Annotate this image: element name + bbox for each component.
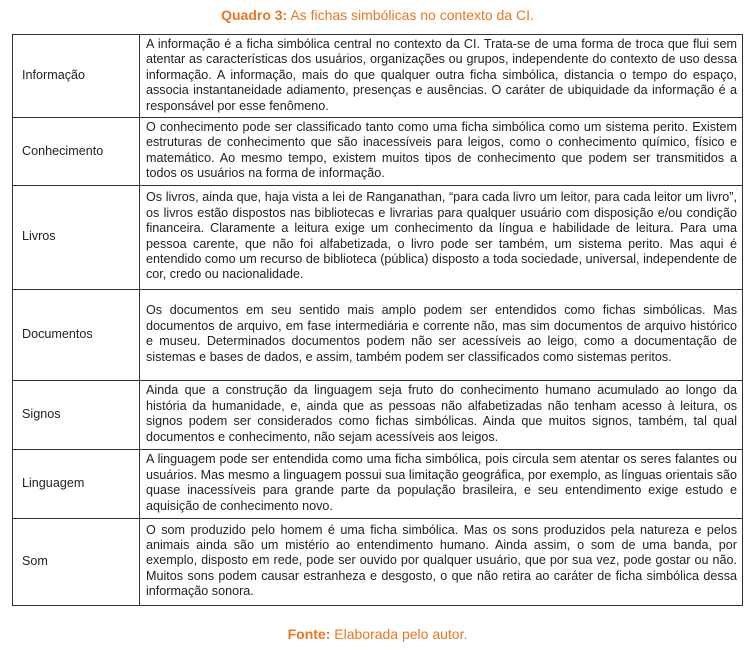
caption-label: Quadro 3:: [221, 7, 288, 23]
table-source: [0, 625, 755, 643]
table-row: [13, 380, 743, 449]
description-cell: O conhecimento pode ser classificado tanto como uma ficha simbólica como um sistema perito. Existem estruturas de conhecimento que são inacessíveis para leigos, como o conhecimento químico, físico e matemático. Ao mesmo tempo, existem muitos tipos de conhecimento que podem ser transmitidos a todos os usuários na forma de informação.: [140, 118, 743, 186]
term-cell: Som: [13, 518, 140, 605]
source-label: Fonte:: [287, 626, 331, 642]
table-row: [13, 185, 743, 289]
description-cell: A linguagem pode ser entendida como uma ficha simbólica, pois circula sem atentar os seres falantes ou usuários. Mas mesmo a linguagem possui sua limitação geográfica, por exemplo, as línguas orientais são quase inacessíveis para grande parte da população brasileira, e seu entendimento exige estudo e aquisição de conhecimento novo.: [140, 449, 743, 518]
caption-title: As fichas simbólicas no contexto da CI.: [290, 7, 534, 23]
term-cell: Livros: [13, 185, 140, 289]
term-cell: Signos: [13, 380, 140, 449]
description-cell: O som produzido pelo homem é uma ficha simbólica. Mas os sons produzidos pela natureza e pelos animais ainda são um mistério ao entendimento humano. Ainda assim, o som de uma banda, por exemplo, disposto em rede, pode ser ouvido por qualquer usuário, que por sua vez, pode gostar ou não. Muitos sons podem causar estranheza e desgosto, o que não retira ao caráter de ficha simbólica dessa informação sonora.: [140, 518, 743, 605]
term-cell: Informação: [13, 35, 140, 118]
description-cell: A informação é a ficha simbólica central no contexto da CI. Trata-se de uma forma de troca que flui sem atentar as características dos usuários, organizações ou grupos, independente do contexto de uso dessa informação. A informação, mais do que qualquer outra ficha simbólica, distancia o tempo do espaço, associa instantaneidade adiamento, presenças e ausências. O caráter de ubiquidade da informação é a responsável por esse fenômeno.: [140, 35, 743, 118]
source-text: Elaborada pelo autor.: [334, 626, 468, 642]
description-cell: Os documentos em seu sentido mais amplo podem ser entendidos como fichas simbólicas. Mas documentos de arquivo, em fase intermediária e corrente não, mas sim documentos de arquivo histórico e museu. Determinados documentos podem não ser acessíveis ao leigo, como a documentação de sistemas e bases de dados, e assim, também podem ser classificados como sistemas peritos.: [140, 289, 743, 380]
table-row: [13, 518, 743, 605]
table-row: [13, 118, 743, 186]
quadro-table: [12, 34, 743, 606]
table-caption: [0, 6, 755, 24]
table-row: [13, 35, 743, 118]
table-row: [13, 289, 743, 380]
description-cell: Os livros, ainda que, haja vista a lei de Ranganathan, “para cada livro um leitor, para cada leitor um livro”, os livros estão dispostos nas bibliotecas e livrarias para qualquer usuário com disposição e/ou condição financeira. Claramente a leitura exige um conhecimento da língua e habilidade de leitura. Para uma pessoa carente, que não foi alfabetizada, o livro pode ser também, um sistema perito. Mas aqui é entendido como um recurso de biblioteca (pública) disposto a toda sociedade, universal, independente de cor, credo ou nacionalidade.: [140, 185, 743, 289]
term-cell: Linguagem: [13, 449, 140, 518]
term-cell: Conhecimento: [13, 118, 140, 186]
description-cell: Ainda que a construção da linguagem seja fruto do conhecimento humano acumulado ao longo da história da humanidade, e, ainda que as pessoas não alfabetizadas não tenham acesso à leitura, os signos podem ser considerados como fichas simbólicas. Ainda que muitos signos, também, tal qual documentos e conhecimento, não sejam acessíveis aos leigos.: [140, 380, 743, 449]
table-row: [13, 449, 743, 518]
term-cell: Documentos: [13, 289, 140, 380]
